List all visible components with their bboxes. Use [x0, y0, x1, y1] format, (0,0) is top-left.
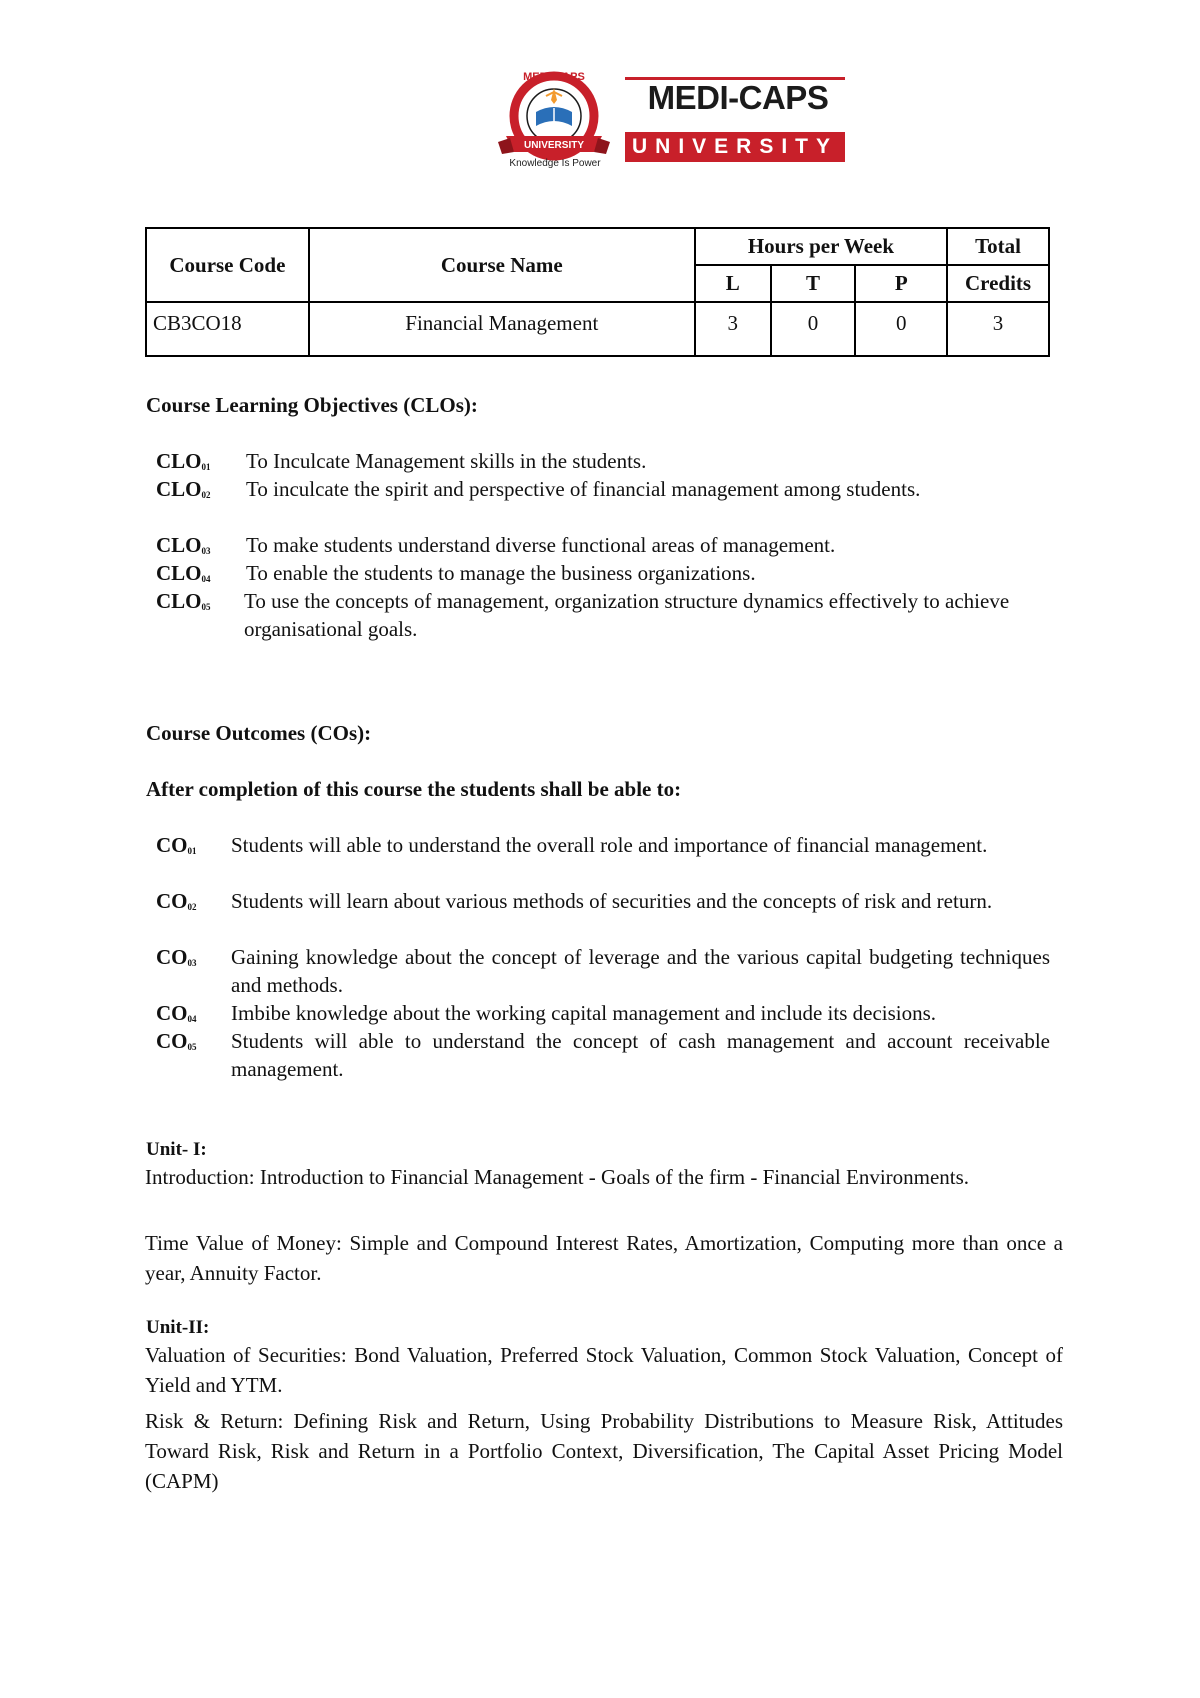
co-label: CO: [156, 1029, 188, 1053]
cos-heading: Course Outcomes (COs):: [146, 721, 372, 745]
course-table: [145, 227, 1050, 357]
table-header-row: [146, 228, 1049, 265]
clo-label: CLO: [156, 589, 202, 613]
header-credits: Credits: [947, 265, 1049, 302]
cell-t: 0: [771, 302, 856, 356]
co-label: CO: [156, 889, 188, 913]
logo-ribbon-text: UNIVERSITY: [523, 140, 585, 151]
clo-label: CLO: [156, 449, 202, 473]
unit-2-title: Unit-II:: [146, 1317, 210, 1338]
clo-label: CLO: [156, 561, 202, 585]
clo-text: To Inculcate Management skills in the students.: [246, 449, 647, 473]
clo-text: To make students understand diverse functional areas of management.: [246, 533, 836, 557]
clo-number: 03: [201, 546, 211, 556]
co-label: CO: [156, 945, 188, 969]
header-total: Total: [947, 228, 1049, 265]
co-text: Students will able to understand the overall role and importance of financial management.: [231, 833, 988, 857]
co-number: 01: [187, 846, 197, 856]
cos-intro: After completion of this course the students shall be able to:: [146, 777, 682, 801]
co-text: Students will learn about various methods of securities and the concepts of risk and return.: [231, 889, 993, 913]
clo-number: 05: [201, 602, 211, 612]
header-p: P: [855, 265, 947, 302]
header-t: T: [771, 265, 856, 302]
header-course-code: Course Code: [146, 228, 309, 302]
cell-p: 0: [855, 302, 947, 356]
brand-name: MEDI-CAPS: [647, 79, 829, 116]
co-text: Gaining knowledge about the concept of leverage and the various capital budgeting techniques and methods.: [231, 945, 1050, 997]
cell-l: 3: [695, 302, 771, 356]
logo-ring-text: MEDI-CAPS: [523, 71, 585, 83]
co-number: 03: [187, 958, 197, 968]
unit-1-paragraph-2: Time Value of Money: Simple and Compound Interest Rates, Amortization, Computing more than once a year, Annuity Factor.: [145, 1231, 1063, 1285]
clo-text: To inculcate the spirit and perspective of financial management among students.: [246, 477, 921, 501]
table-row: [146, 302, 1049, 356]
co-text: Imbibe knowledge about the working capital management and include its decisions.: [231, 1001, 937, 1025]
cell-credits: 3: [947, 302, 1049, 356]
clo-label: CLO: [156, 533, 202, 557]
header-l: L: [695, 265, 771, 302]
co-number: 05: [187, 1042, 197, 1052]
co-number: 02: [187, 902, 197, 912]
clo-text: To enable the students to manage the business organizations.: [246, 561, 756, 585]
header-hours-per-week: Hours per Week: [695, 228, 947, 265]
co-number: 04: [187, 1014, 197, 1024]
cell-course-name: Financial Management: [309, 302, 695, 356]
co-label: CO: [156, 1001, 188, 1025]
cell-course-code: CB3CO18: [146, 302, 309, 356]
clo-label: CLO: [156, 477, 202, 501]
brand-subtitle: UNIVERSITY: [625, 132, 845, 162]
clos-heading: Course Learning Objectives (CLOs):: [146, 393, 478, 417]
clo-number: 04: [201, 574, 211, 584]
unit-2-paragraph-2: Risk & Return: Defining Risk and Return, Using Probability Distributions to Measure Risk, Attitudes Toward Risk, Risk and Return in a Portfolio Context, Diversification, The Capital Asset Pricing Model (CAPM): [145, 1409, 1063, 1493]
unit-1-title: Unit- I:: [146, 1139, 207, 1160]
clo-number: 01: [201, 462, 211, 472]
clo-text: To use the concepts of management, organization structure dynamics effectively to achieve organisational goals.: [244, 589, 1010, 641]
unit-1-paragraph-1: Introduction: Introduction to Financial Management - Goals of the firm - Financial Environments.: [145, 1165, 970, 1189]
co-label: CO: [156, 833, 188, 857]
header-course-name: Course Name: [309, 228, 695, 302]
co-text: Students will able to understand the concept of cash management and account receivable management.: [231, 1029, 1050, 1081]
logo-tagline: Knowledge Is Power: [509, 158, 601, 169]
clo-number: 02: [201, 490, 211, 500]
unit-2-paragraph-1: Valuation of Securities: Bond Valuation, Preferred Stock Valuation, Common Stock Valuation, Concept of Yield and YTM.: [145, 1343, 1063, 1397]
